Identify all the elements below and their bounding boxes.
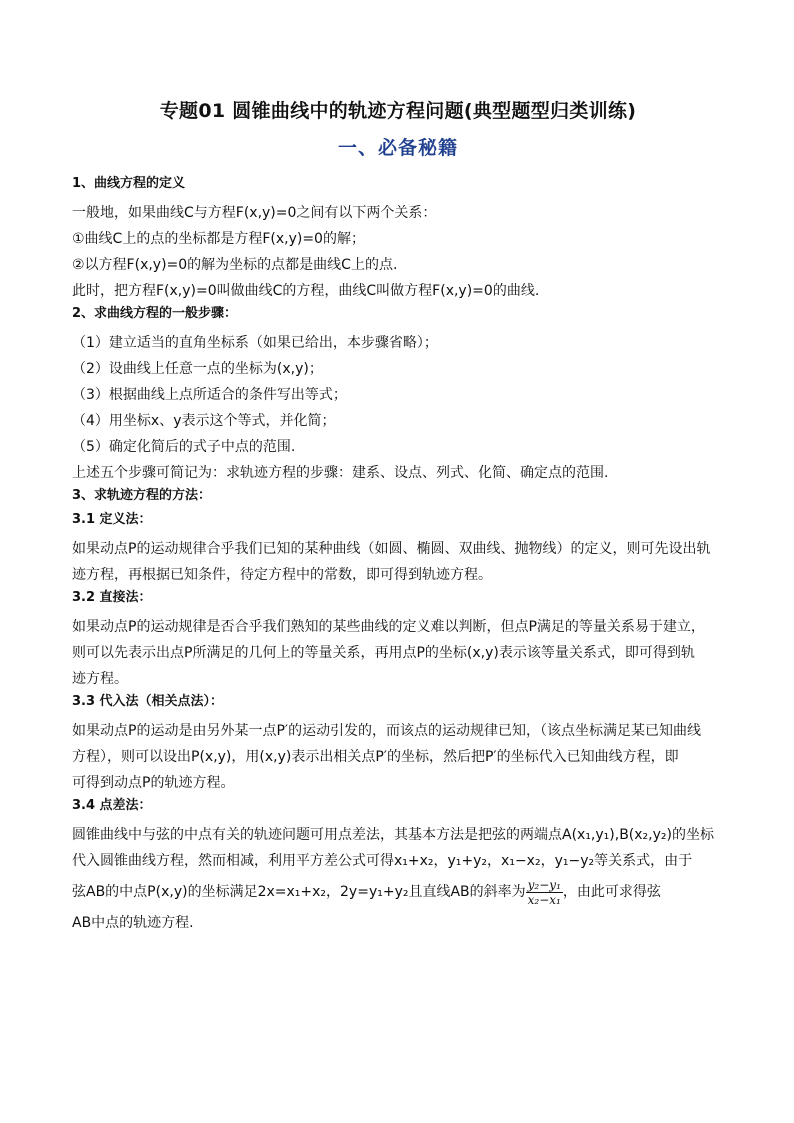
step-item: （4）用坐标x、y表示这个等式，并化简； [72,413,336,429]
paragraph-line: ①曲线C上的点的坐标都是方程F(x,y)=0的解； [72,231,365,247]
text-segment: 弦AB的中点P(x,y)的坐标满足2x=x₁+x₂，2y=y₁+y₂且直线AB的斜率为 [72,884,526,900]
step-item: （3）根据曲线上点所适合的条件写出等式； [72,387,347,403]
paragraph-line: 圆锥曲线中与弦的中点有关的轨迹问题可用点差法，其基本方法是把弦的两端点A(x₁,y₁),B(x₂,y₂)的坐标 [72,827,714,843]
paragraph-line: 一般地，如果曲线C与方程F(x,y)=0之间有以下两个关系： [72,205,437,221]
step-item: （1）建立适当的直角坐标系（如果已给出，本步骤省略）； [72,335,438,351]
heading-general-steps: 2、求曲线方程的一般步骤： [72,306,238,321]
fraction-denominator: x₂−x₁ [527,892,561,907]
heading-point-difference-method: 3.4 点差法： [72,798,152,813]
paragraph-line: 则可以先表示出点P所满足的几何上的等量关系，再用点P的坐标(x,y)表示该等量关系式，即可得到轨 [72,645,695,661]
heading-methods: 3、求轨迹方程的方法： [72,488,212,503]
text-segment: ，由此可求得弦 [562,884,661,900]
heading-direct-method: 3.2 直接法： [72,590,152,605]
heading-substitution-method: 3.3 代入法（相关点法）： [72,694,224,709]
paragraph-line: 如果动点P的运动规律是否合乎我们熟知的某些曲线的定义难以判断，但点P满足的等量关系易于建立， [72,619,705,635]
heading-definition-method: 3.1 定义法： [72,512,152,527]
paragraph-line: 如果动点P的运动是由另外某一点P′的运动引发的，而该点的运动规律已知，（该点坐标满足某已知曲线 [72,723,702,739]
heading-curve-equation-definition: 1、曲线方程的定义 [72,176,186,191]
paragraph-line: 方程），则可以设出P(x,y)，用(x,y)表示出相关点P′的坐标，然后把P′的坐标代入已知曲线方程，即 [72,749,679,765]
document-title: 专题01 圆锥曲线中的轨迹方程问题(典型题型归类训练) [159,100,637,122]
section-title: 一、必备秘籍 [337,137,458,159]
slope-fraction [526,878,563,907]
step-item: （5）确定化简后的式子中点的范围. [72,439,296,455]
paragraph-line: 此时，把方程F(x,y)=0叫做曲线C的方程，曲线C叫做方程F(x,y)=0的曲线. [72,283,540,299]
document-page [72,96,724,936]
paragraph-line-with-fraction [72,874,724,910]
paragraph-line: 代入圆锥曲线方程，然而相减，利用平方差公式可得x₁+x₂，y₁+y₂，x₁−x₂，y₁−y₂等关系式，由于 [72,853,693,869]
step-item: （2）设曲线上任意一点的坐标为(x,y)； [72,361,323,377]
paragraph-line: AB中点的轨迹方程. [72,915,194,931]
paragraph-line: 迹方程。 [72,671,128,687]
steps-summary: 上述五个步骤可简记为：求轨迹方程的步骤：建系、设点、列式、化简、确定点的范围. [72,465,609,481]
fraction-numerator: y₂−y₁ [527,877,561,892]
paragraph-line: ②以方程F(x,y)=0的解为坐标的点都是曲线C上的点. [72,257,398,273]
paragraph-line: 如果动点P的运动规律合乎我们已知的某种曲线（如圆、椭圆、双曲线、抛物线）的定义，则可先设出轨 [72,541,711,557]
paragraph-line: 可得到动点P的轨迹方程。 [72,775,235,791]
paragraph-line: 迹方程，再根据已知条件，待定方程中的常数，即可得到轨迹方程。 [72,567,492,583]
